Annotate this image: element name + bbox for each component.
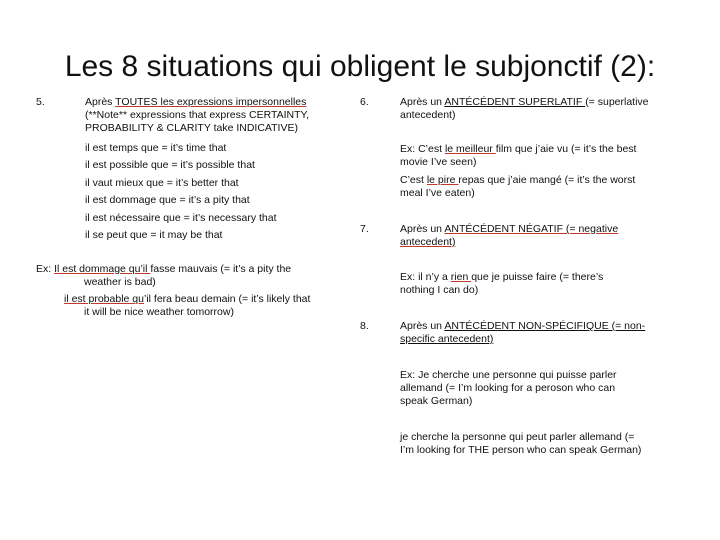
- section-8-heading-underlined: ANTÉCÉDENT NON-SPÉCIFIQUE (= non-: [444, 320, 646, 332]
- section-6-example-2-underlined: le pire: [426, 174, 459, 186]
- section-8-example-2-line-2: I’m looking for THE person who can speak German): [400, 444, 642, 456]
- list-item: il vaut mieux que = it’s better that: [85, 176, 239, 189]
- section-6-number: 6.: [360, 96, 369, 108]
- section-8-example-1-line-3: speak German): [400, 395, 473, 407]
- section-7-heading: [400, 223, 690, 249]
- example-2-underlined: il est probable qu: [64, 293, 144, 305]
- section-6-example-1: [400, 143, 690, 169]
- section-6-example-2: [400, 174, 690, 200]
- section-8-example-1-line-2: allemand (= I’m looking for a peroson who can: [400, 382, 616, 394]
- example-2-rest: ’il fera beau demain (= it’s likely that: [143, 293, 311, 305]
- section-6-example-1-underlined: le meilleur: [444, 143, 496, 155]
- section-7-heading-continuation: antecedent): [400, 236, 456, 248]
- section-6-example-2-start: C’est: [400, 174, 427, 186]
- example-label: Ex:: [36, 263, 55, 275]
- list-item: il est temps que = it’s time that: [85, 142, 227, 154]
- section-6-heading-prefix: Après un: [400, 96, 445, 108]
- section-6-heading-underlined: ANTÉCÉDENT SUPERLATIF: [444, 96, 586, 108]
- section-6-heading-rest: (= superlative: [585, 96, 649, 108]
- section-6-example-1-continuation: movie I’ve seen): [400, 156, 477, 168]
- section-7-number: 7.: [360, 223, 369, 235]
- section-7-example-start: Ex: il n’y a: [400, 271, 451, 283]
- section-8-number: 8.: [360, 320, 369, 332]
- section-5-heading: [85, 96, 355, 135]
- section-5-number: 5.: [36, 96, 45, 108]
- section-6-example-2-rest: repas que j’aie mangé (= it’s the worst: [458, 174, 636, 186]
- section-7-heading-prefix: Après un: [400, 223, 445, 235]
- section-7-example: [400, 271, 690, 297]
- section-8-example-1-line-1: Ex: Je cherche une personne qui puisse parler: [400, 369, 617, 381]
- list-item: il est nécessaire que = it’s necessary that: [85, 211, 277, 224]
- section-6-example-1-rest: film que j’aie vu (= it’s the best: [495, 143, 637, 155]
- example-2-continuation: it will be nice weather tomorrow): [84, 306, 234, 318]
- section-6-example-2-continuation: meal I’ve eaten): [400, 187, 475, 199]
- section-5-note-line-1: (**Note** expressions that express CERTAINTY,: [85, 109, 310, 121]
- section-8-heading: [400, 320, 690, 346]
- section-5-expression-list: [85, 140, 355, 244]
- section-6-example-1-start: Ex: C’est: [400, 143, 445, 155]
- list-item: il est dommage que = it’s a pity that: [85, 194, 250, 207]
- list-item: il se peut que = it may be that: [85, 229, 223, 242]
- section-8-example-1: [400, 369, 700, 408]
- section-5-heading-prefix: Après: [85, 96, 116, 108]
- list-item: il est possible que = it’s possible that: [85, 159, 255, 172]
- example-1-underlined: Il est dommage qu’il: [54, 263, 151, 275]
- section-8-example-2: [400, 431, 700, 457]
- section-5-example-1: [36, 263, 356, 289]
- section-7-example-underlined: rien: [450, 271, 472, 283]
- example-1-rest: fasse mauvais (= it’s a pity the: [150, 263, 292, 275]
- section-8-heading-prefix: Après un: [400, 320, 445, 332]
- section-5-note-line-2: PROBABILITY & CLARITY take INDICATIVE): [85, 122, 298, 134]
- section-7-example-rest: que je puisse faire (= there’s: [471, 271, 604, 283]
- slide-title: Les 8 situations qui obligent le subjonctif (2):: [64, 50, 656, 83]
- section-8-heading-continuation: specific antecedent): [400, 333, 494, 345]
- section-7-example-continuation: nothing I can do): [400, 284, 479, 296]
- section-7-heading-underlined: ANTÉCÉDENT NÉGATIF (= negative: [444, 223, 619, 235]
- section-6-heading-continuation: antecedent): [400, 109, 456, 121]
- section-5-heading-underlined: TOUTES les expressions impersonnelles: [115, 96, 307, 108]
- section-6-heading: [400, 96, 690, 122]
- section-8-example-2-line-1: je cherche la personne qui peut parler allemand (=: [400, 431, 635, 443]
- example-1-continuation: weather is bad): [84, 276, 156, 288]
- section-5-example-2: [64, 293, 356, 319]
